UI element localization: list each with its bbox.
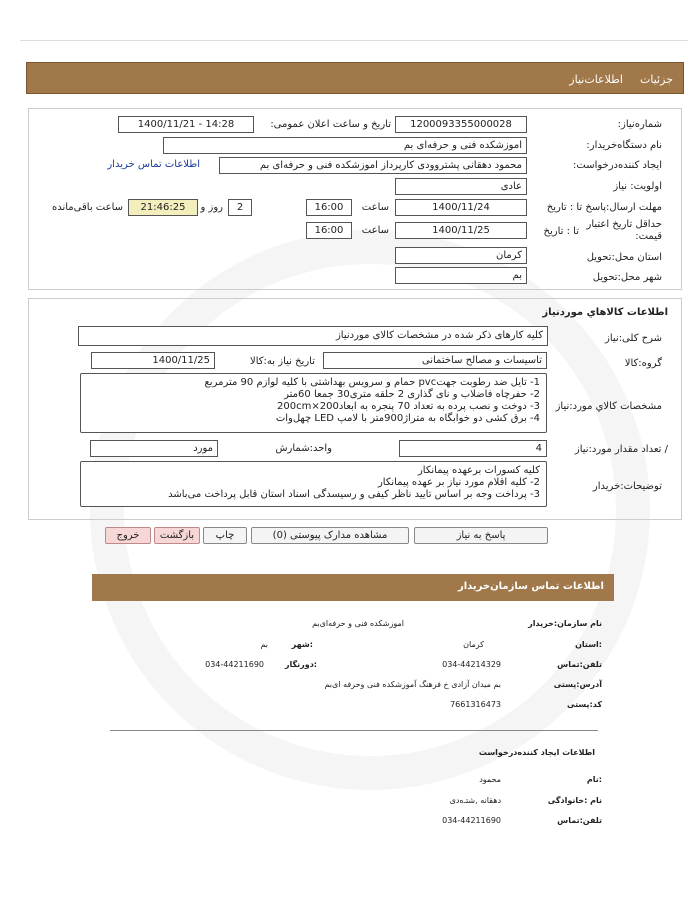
need-date-field: 1400/11/25 <box>91 352 215 369</box>
details-panel <box>28 108 682 290</box>
buyer-notes-label: توضیحات:خریدار <box>592 481 662 492</box>
goods-section-title: اطلاعات کالاهاي موردنياز <box>542 307 668 318</box>
group-label: گروه:کالا <box>624 358 662 369</box>
city-label: شهر محل:تحویل <box>592 272 662 283</box>
attachments-button[interactable]: مشاهده مدارک پیوستی (0) <box>251 527 409 544</box>
contact-phone-label: تلفن:تماس <box>557 660 602 669</box>
contact-city-value: بم <box>260 640 268 649</box>
creator-family-value: دهقانه ,شتـ‌ه‌دی <box>449 796 501 805</box>
print-button[interactable]: چاپ <box>203 527 247 544</box>
postal-label: کد:پستی <box>567 700 602 709</box>
remaining-label: ساعت باقی‌مانده <box>51 202 123 213</box>
specs-label: مشخصات کالاي مورد:نياز <box>555 401 662 412</box>
header-bar <box>26 62 684 94</box>
city-field: بم <box>395 267 527 284</box>
creator-section-title: اطلاعات ایجاد کننده‌درخواست <box>478 748 595 757</box>
creator-family-label: نام :خانوادگی <box>547 796 602 805</box>
send-time-label: ساعت <box>361 202 389 213</box>
send-time-field: 16:00 <box>306 199 352 216</box>
org-name-label: نام سازمان:خریدار <box>528 619 602 628</box>
creator-phone-label: تلفن:تماس <box>557 816 602 825</box>
need-date-label: تاریخ نیاز به:کالا <box>250 356 315 367</box>
top-divider <box>20 40 688 41</box>
qty-field: 4 <box>399 440 547 457</box>
buyer-org-label: نام دستگاه‌خریدار: <box>586 140 662 151</box>
creator-phone-value: 034-44211690 <box>442 816 501 825</box>
org-name-value: اموزشکده فنی و حرفه‌ای‌بم <box>312 619 404 628</box>
summary-label: شرح کلی:نیاز <box>605 333 662 344</box>
exit-button[interactable]: خروج <box>105 527 151 544</box>
fax-label: :دورنگار <box>284 660 317 669</box>
buyer-org-field: اموزشکده فنی و حرفه‌ای بم <box>163 137 527 154</box>
contact-province-label: :استان <box>575 640 602 649</box>
days-label: روز و <box>200 202 223 213</box>
validity-label: حداقل تاریخ اعتبار قیمت: <box>586 219 662 242</box>
province-label: استان محل:تحویل <box>586 252 662 263</box>
spec-line: 3- دوخت و نصب پرده به تعداد 70 پنجره به ابعاد200cm×200 <box>277 401 540 412</box>
priority-label: اولویت: نیاز <box>613 181 662 192</box>
spec-line: 4- برق کشی دو خوابگاه به متراژ900متر با لامپ LED چهل‌وات <box>275 413 540 424</box>
contact-section-bar <box>92 574 614 601</box>
unit-field: مورد <box>90 440 218 457</box>
buyer-notes-box <box>80 461 547 507</box>
contact-phone-value: 034-44214329 <box>442 660 501 669</box>
send-deadline-label: مهلت ارسال:پاسخ تا : تاریخ <box>546 202 662 213</box>
fax-value: 034-44211690 <box>205 660 264 669</box>
tab-details[interactable]: جزئیات <box>640 73 673 86</box>
remaining-time-field: 21:46:25 <box>128 199 198 216</box>
priority-field: عادی <box>395 178 527 195</box>
validity-to-label: تا : تاریخ <box>543 226 579 237</box>
creator-label: ایجاد کننده‌درخواست: <box>573 160 662 171</box>
creator-field: محمود دهقانی پشتروودی کارپرداز اموزشکده فنی و حرفه‌ای بم <box>219 157 527 174</box>
qty-label: / تعداد مقدار مورد:نیاز <box>574 444 668 455</box>
province-field: کرمان <box>395 247 527 264</box>
creator-name-label: :نام <box>586 775 602 784</box>
group-field: تاسیسات و مصالح ساختمانی <box>323 352 547 369</box>
need-number-label: شماره‌نیاز: <box>617 119 662 130</box>
need-number-field: 1200093355000028 <box>395 116 527 133</box>
announce-field: 1400/11/21 - 14:28 <box>118 116 254 133</box>
postal-value: 7661316473 <box>450 700 501 709</box>
validity-time-label: ساعت <box>361 225 389 236</box>
note-line: 3- پرداخت وجه بر اساس تایید ناظر کیفی و رسیسدگی اسناد استان قابل پرداخت می‌باشد <box>168 489 540 500</box>
contact-province-value: کرمان <box>463 640 484 649</box>
address-value: بم میدان آزادی خ فرهنگ آموزشکده فنی وحرفه ای‌بم <box>324 680 501 689</box>
contact-divider <box>110 730 598 731</box>
spec-line: 1- تایل ضد رطوبت جهتpvc حمام و سرویس بهداشتی با کلیه لوازم 90 مترمربع <box>204 377 540 388</box>
unit-label: واحد:شمارش <box>275 443 332 454</box>
note-line: کلیه کسورات بر‌عهده پیمانکار <box>417 465 540 476</box>
validity-date-field: 1400/11/25 <box>395 222 527 239</box>
buyer-contact-link[interactable]: اطلاعات تماس خریدار <box>107 159 200 170</box>
creator-name-value: محمود <box>479 775 501 784</box>
days-field: 2 <box>228 199 252 216</box>
summary-field: کلیه کارهای ذکر شده در مشخصات کالای موردنیاز <box>78 326 548 346</box>
contact-section-title: اطلاعات تماس سازمان‌خریدار <box>457 581 604 592</box>
validity-time-field: 16:00 <box>306 222 352 239</box>
reply-button[interactable]: پاسخ به نیاز <box>414 527 548 544</box>
send-date-field: 1400/11/24 <box>395 199 527 216</box>
note-line: 2- کلیه اقلام مورد نیاز بر عهده پیمانکار <box>377 477 540 488</box>
specs-box <box>80 373 547 433</box>
announce-label: تاریخ و ساعت اعلان عمومی: <box>270 119 391 130</box>
tab-need-info[interactable]: اطلاعات‌نیاز <box>569 73 623 86</box>
back-button[interactable]: بازگشت <box>154 527 200 544</box>
spec-line: 2- حفرچاه فاضلاب و نای گذاری 2 حلقه متری30 جمعا 60متر <box>284 389 540 400</box>
address-label: آدرس:پستی <box>553 680 602 689</box>
contact-city-label: :شهر <box>291 640 313 649</box>
